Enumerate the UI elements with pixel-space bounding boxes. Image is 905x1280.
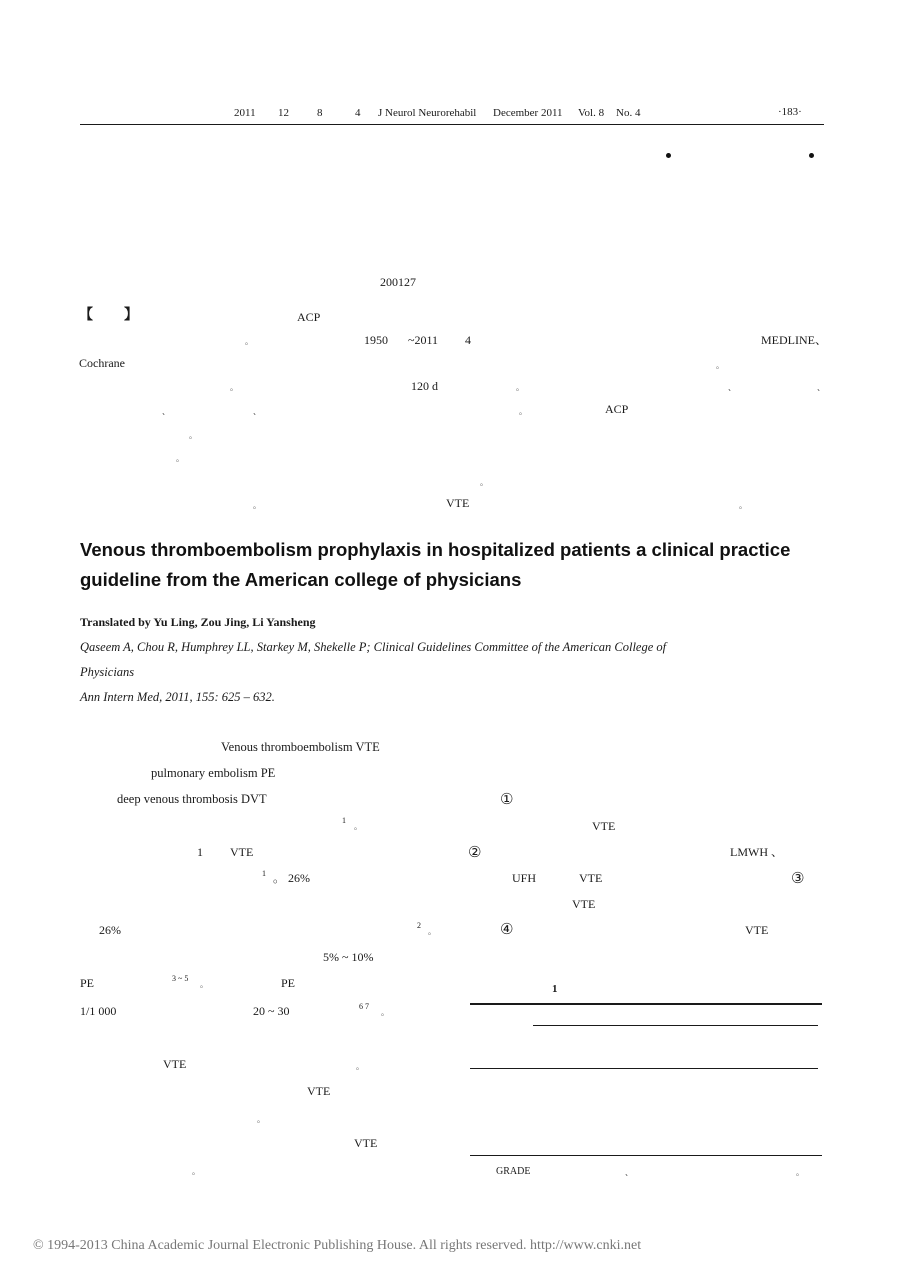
table-note-grade: GRADE xyxy=(496,1166,531,1177)
header-date: December 2011 xyxy=(493,107,563,119)
english-title-line-1: Venous thromboembolism prophylaxis in hospitalized patients a clinical practice xyxy=(80,539,791,560)
left-ratio: 1/1 000 xyxy=(80,1004,117,1018)
translators: Translated by Yu Ling, Zou Jing, Li Yansheng xyxy=(80,615,316,629)
term-pe: pulmonary embolism PE xyxy=(151,766,276,780)
abstract-acp: ACP xyxy=(297,310,321,324)
abstract-year-start: 1950 xyxy=(364,333,388,347)
left-number-one: 1 xyxy=(197,845,203,859)
term-dvt: deep venous thrombosis DVT xyxy=(117,792,267,806)
abstract-month: 4 xyxy=(465,333,471,347)
section-bullet xyxy=(809,153,814,158)
header-volume-en: Vol. 8 xyxy=(578,107,605,119)
header-rule xyxy=(80,124,824,125)
header-issue-en: No. 4 xyxy=(616,107,641,119)
circled-number-2: ② xyxy=(468,843,482,861)
right-lmwh: LMWH 、 xyxy=(730,845,783,859)
table-sub-rule xyxy=(533,1025,818,1026)
abstract-comma: 、 xyxy=(253,407,261,416)
table-header-rule xyxy=(470,1068,818,1069)
abstract-period: 。 xyxy=(739,501,747,510)
left-pct-range: 5% ~ 10% xyxy=(323,950,374,964)
right-ufh: UFH xyxy=(512,871,537,885)
ref-superscript: 3 ~ 5 xyxy=(172,974,189,983)
abstract-period: 。 xyxy=(480,478,488,487)
term-vte: Venous thromboembolism VTE xyxy=(221,740,380,754)
abstract-label-open: 【 xyxy=(79,308,93,323)
left-period: 。 xyxy=(192,1167,200,1176)
ref-superscript: 1 xyxy=(342,816,346,825)
abstract-database-medline: MEDLINE、 xyxy=(761,333,827,347)
left-vte: VTE xyxy=(354,1136,378,1150)
abstract-period: 。 xyxy=(516,383,524,392)
abstract-comma: 、 xyxy=(817,383,825,392)
left-period: 。 xyxy=(356,1062,364,1071)
ref-superscript: 1 xyxy=(262,869,266,878)
header-volume: 8 xyxy=(317,107,323,119)
left-period: 。 xyxy=(381,1008,389,1017)
abstract-period: 。 xyxy=(189,431,197,440)
table-note-comma: 、 xyxy=(625,1168,633,1177)
abstract-period: 。 xyxy=(519,407,527,416)
affiliation-postcode: 200127 xyxy=(380,275,416,289)
source-authors-line-1: Qaseem A, Chou R, Humphrey LL, Starkey M, Shekelle P; Clinical Guidelines Committee of the American College of xyxy=(80,640,667,654)
table-note-period: 。 xyxy=(796,1168,804,1177)
left-pct-26: 。 26% xyxy=(273,871,310,885)
left-period: 。 xyxy=(257,1115,265,1124)
section-bullet xyxy=(666,153,671,158)
abstract-comma: 、 xyxy=(162,407,170,416)
circled-number-4: ④ xyxy=(500,920,514,938)
abstract-duration: 120 d xyxy=(411,379,438,393)
left-age-range: 20 ~ 30 xyxy=(253,1004,290,1018)
source-citation: Ann Intern Med, 2011, 155: 625 – 632. xyxy=(80,690,275,704)
ref-superscript: 2 xyxy=(417,921,421,930)
left-vte: VTE xyxy=(307,1084,331,1098)
header-journal-name: J Neurol Neurorehabil xyxy=(378,107,477,119)
circled-number-1: ① xyxy=(500,790,514,808)
page-number: ·183· xyxy=(778,106,802,118)
table-label: 1 xyxy=(552,983,558,995)
abstract-comma: 、 xyxy=(728,383,736,392)
left-period: 。 xyxy=(200,980,208,989)
left-vte: VTE xyxy=(163,1057,187,1071)
abstract-period: 。 xyxy=(245,337,253,346)
abstract-year-end: ~2011 xyxy=(408,333,439,347)
abstract-label-close: 】 xyxy=(124,308,138,323)
header-issue: 4 xyxy=(355,107,361,119)
abstract-period: 。 xyxy=(230,383,238,392)
left-period: 。 xyxy=(428,927,436,936)
left-vte: VTE xyxy=(230,845,254,859)
header-year: 2011 xyxy=(234,107,256,119)
abstract-vte: VTE xyxy=(446,496,470,510)
right-vte: VTE xyxy=(572,897,596,911)
abstract-period: 。 xyxy=(716,361,724,370)
abstract-period: 。 xyxy=(253,501,261,510)
left-period: 。 xyxy=(354,822,362,831)
left-pe: PE xyxy=(80,976,95,990)
circled-number-3: ③ xyxy=(791,869,805,887)
table-top-rule xyxy=(470,1003,822,1005)
ref-superscript: 6 7 xyxy=(359,1002,369,1011)
left-pct-26b: 26% xyxy=(99,923,121,937)
english-title xyxy=(80,535,840,595)
abstract-database-cochrane: Cochrane xyxy=(79,356,125,370)
right-vte: VTE xyxy=(745,923,769,937)
header-month: 12 xyxy=(278,107,289,119)
right-vte: VTE xyxy=(592,819,616,833)
table-bottom-rule xyxy=(470,1155,822,1156)
left-pe: PE xyxy=(281,976,296,990)
abstract-acp: ACP xyxy=(605,402,629,416)
abstract-period: 。 xyxy=(176,454,184,463)
copyright-footer: © 1994-2013 China Academic Journal Electronic Publishing House. All rights reserved. http://www.cnki.net xyxy=(33,1238,642,1253)
right-vte: VTE xyxy=(579,871,603,885)
source-authors-line-2: Physicians xyxy=(80,665,135,679)
english-title-line-2: guideline from the American college of physicians xyxy=(80,569,522,590)
